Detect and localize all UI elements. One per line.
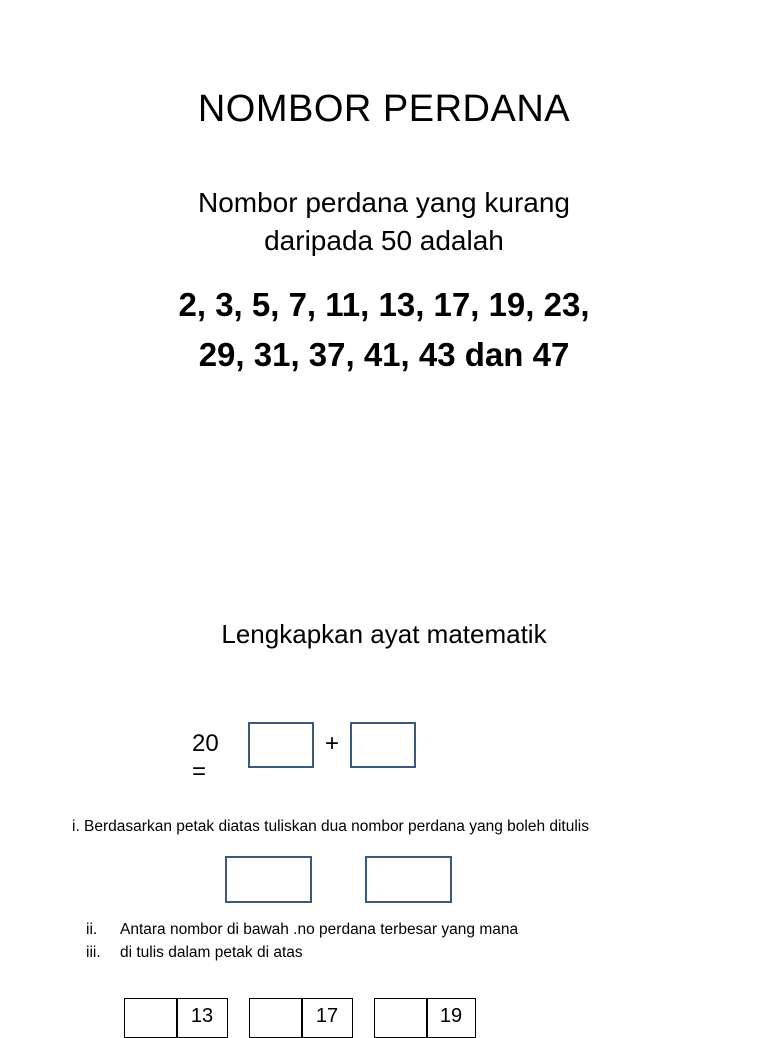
prime-list-line-1: 2, 3, 5, 7, 11, 13, 17, 19, 23, [178, 286, 590, 323]
subtitle-line-2: daripada 50 adalah [264, 225, 504, 256]
number-cell-row [0, 998, 768, 1038]
question-iii-number: iii. [86, 944, 101, 961]
number-cell-blank-2[interactable] [249, 998, 303, 1038]
prime-list-line-2: 29, 31, 37, 41, 43 dan 47 [198, 336, 570, 373]
subtitle [0, 184, 768, 260]
question-i: i. Berdasarkan petak diatas tuliskan dua nombor perdana yang boleh ditulis [72, 818, 589, 835]
subtitle-line-1: Nombor perdana yang kurang [197, 187, 570, 218]
equation-answer-box-1[interactable] [248, 722, 314, 768]
number-cell-13: 13 [176, 998, 228, 1038]
prime-list [0, 280, 768, 380]
equation-answer-box-2[interactable] [350, 722, 416, 768]
instruction: Lengkapkan ayat matematik [221, 619, 547, 649]
question-iii [86, 944, 303, 962]
prime-answer-box-2[interactable] [365, 856, 452, 903]
page-title: NOMBOR PERDANA [197, 88, 571, 130]
number-cell-blank-3[interactable] [374, 998, 428, 1038]
number-cell-19: 19 [426, 998, 476, 1038]
prime-answer-box-1[interactable] [225, 856, 312, 903]
question-ii [86, 921, 518, 939]
equation-operator: + [325, 730, 340, 757]
equation-lhs: 20 = [192, 730, 219, 785]
number-cell-17: 17 [301, 998, 353, 1038]
question-iii-text: di tulis dalam petak di atas [120, 944, 303, 961]
number-cell-blank-1[interactable] [124, 998, 178, 1038]
question-ii-number: ii. [86, 921, 98, 938]
question-ii-text: Antara nombor di bawah .no perdana terbesar yang mana [120, 921, 519, 938]
